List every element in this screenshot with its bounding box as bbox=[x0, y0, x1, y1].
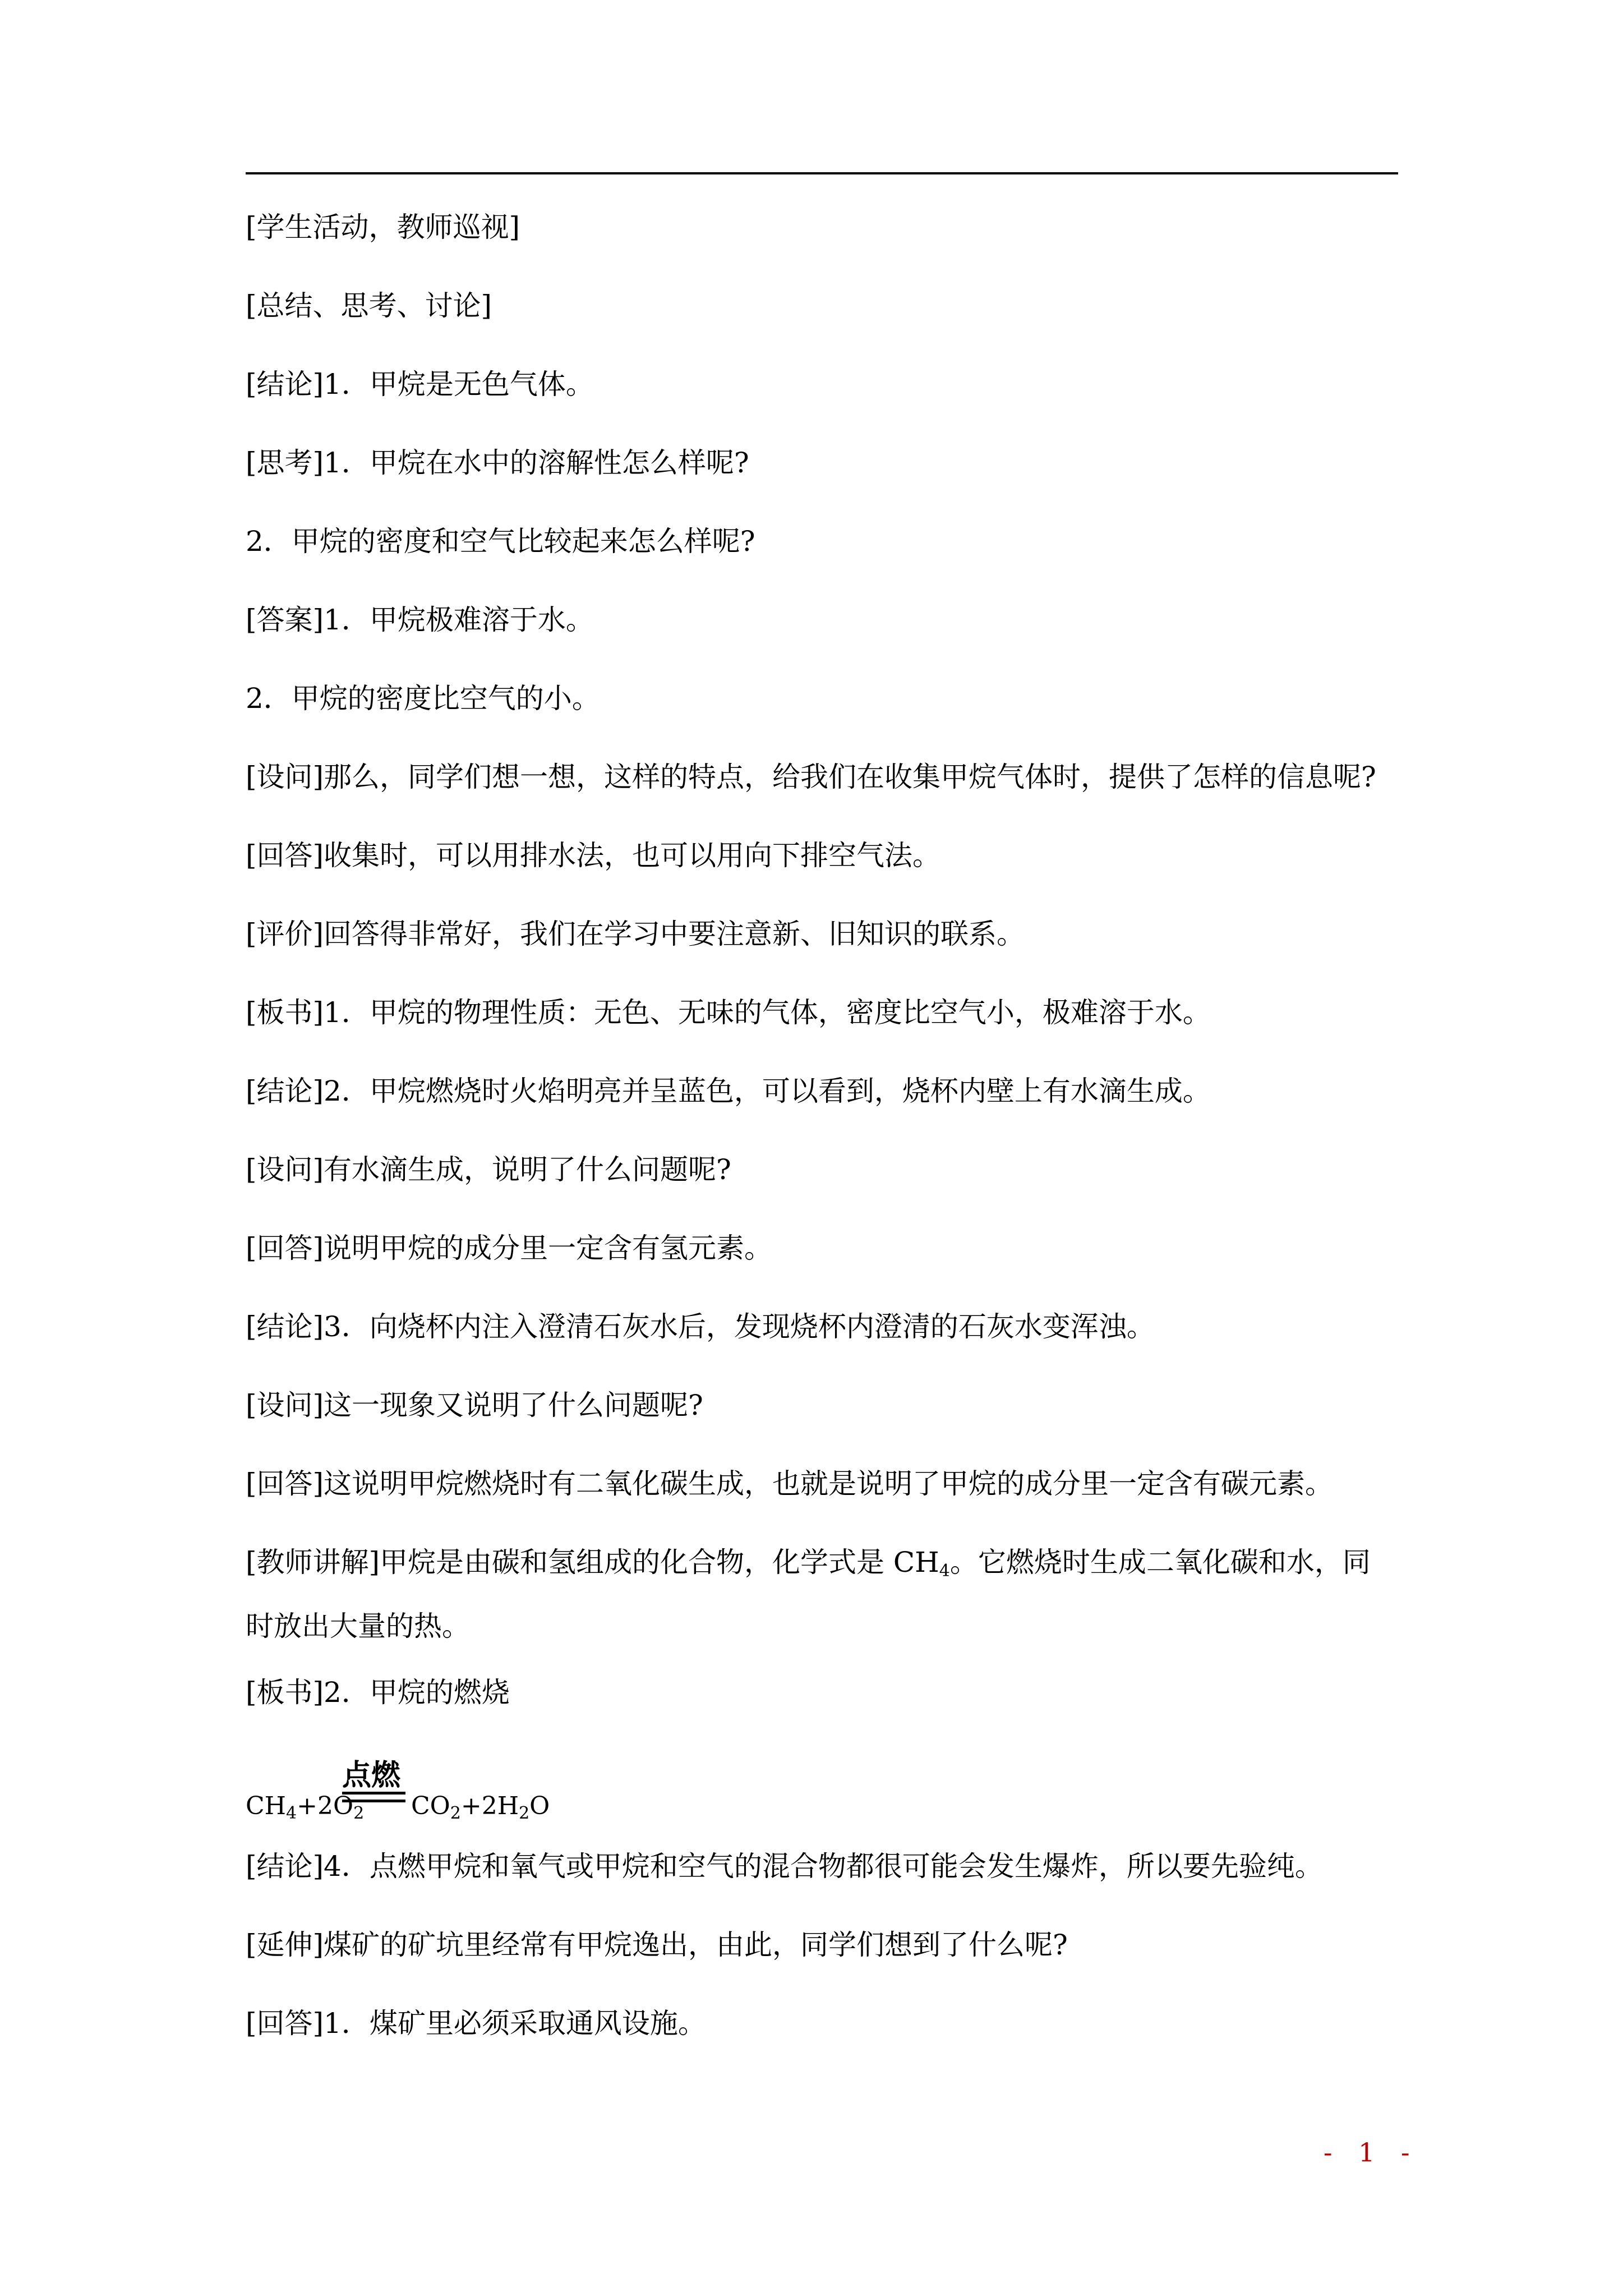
text-line: [思考]1．甲烷在水中的溶解性怎么样呢? bbox=[246, 447, 749, 479]
teacher-text-part1: [教师讲解]甲烷是由碳和氢组成的化合物，化学式是 CH bbox=[246, 1546, 939, 1579]
text-line: [板书]2．甲烷的燃烧 bbox=[246, 1676, 510, 1709]
text-line: 2．甲烷的密度比空气的小。 bbox=[246, 682, 600, 715]
text-line: [回答]1．煤矿里必须采取通风设施。 bbox=[246, 2007, 706, 2040]
equation-products bbox=[411, 1792, 550, 1823]
equation-double-bar bbox=[342, 1800, 405, 1802]
eq-sub: 2 bbox=[450, 1803, 461, 1823]
eq-text: +2O bbox=[297, 1792, 354, 1820]
eq-sub: 4 bbox=[286, 1803, 297, 1823]
text-line: [回答]说明甲烷的成分里一定含有氢元素。 bbox=[246, 1232, 773, 1264]
teacher-explanation bbox=[246, 1530, 1398, 1658]
header-rule bbox=[246, 172, 1398, 174]
text-line: 2．甲烷的密度和空气比较起来怎么样呢? bbox=[246, 525, 755, 558]
eq-text: O bbox=[529, 1792, 550, 1820]
combustion-equation bbox=[246, 1751, 1398, 1830]
text-line: [回答]收集时，可以用排水法，也可以用向下排空气法。 bbox=[246, 839, 941, 872]
text-line: [设问]这一现象又说明了什么问题呢? bbox=[246, 1389, 703, 1421]
text-line: [回答]这说明甲烷燃烧时有二氧化碳生成，也就是说明了甲烷的成分里一定含有碳元素。 bbox=[246, 1467, 1334, 1500]
eq-sub: 2 bbox=[519, 1803, 530, 1823]
text-line: [结论]3．向烧杯内注入澄清石灰水后，发现烧杯内澄清的石灰水变浑浊。 bbox=[246, 1310, 1155, 1343]
eq-text: CO bbox=[411, 1792, 450, 1820]
eq-sub: 2 bbox=[353, 1803, 365, 1823]
text-line: [结论]2．甲烷燃烧时火焰明亮并呈蓝色，可以看到，烧杯内壁上有水滴生成。 bbox=[246, 1075, 1211, 1107]
text-line: [延伸]煤矿的矿坑里经常有甲烷逸出，由此，同学们想到了什么呢? bbox=[246, 1929, 1068, 1961]
text-line: [设问]那么，同学们想一想，这样的特点，给我们在收集甲烷气体时，提供了怎样的信息呢? bbox=[246, 761, 1376, 793]
text-line: [评价]回答得非常好，我们在学习中要注意新、旧知识的联系。 bbox=[246, 918, 1025, 950]
eq-text: CH bbox=[246, 1792, 287, 1820]
text-line: [结论]1．甲烷是无色气体。 bbox=[246, 368, 594, 401]
equation-double-bar bbox=[342, 1792, 405, 1795]
text-line: [板书]1．甲烷的物理性质：无色、无味的气体，密度比空气小，极难溶于水。 bbox=[246, 996, 1211, 1029]
eq-text: +2H bbox=[460, 1792, 519, 1820]
teacher-text-part2: 。它燃烧时生成二氧化碳和水，同时放出大量的热。 bbox=[246, 1546, 1371, 1642]
text-line: [设问]有水滴生成，说明了什么问题呢? bbox=[246, 1153, 731, 1186]
text-line: [总结、思考、讨论] bbox=[246, 289, 492, 322]
formula-subscript: 4 bbox=[939, 1561, 950, 1581]
text-line: [答案]1．甲烷极难溶于水。 bbox=[246, 604, 594, 636]
reaction-condition: 点燃 bbox=[342, 1759, 401, 1792]
page-number: - 1 - bbox=[1324, 2137, 1419, 2168]
equation-reactants bbox=[246, 1792, 365, 1823]
text-line: [结论]4．点燃甲烷和氧气或甲烷和空气的混合物都很可能会发生爆炸，所以要先验纯。 bbox=[246, 1850, 1323, 1883]
text-line: [学生活动，教师巡视] bbox=[246, 211, 520, 243]
document-body bbox=[246, 208, 1398, 2082]
